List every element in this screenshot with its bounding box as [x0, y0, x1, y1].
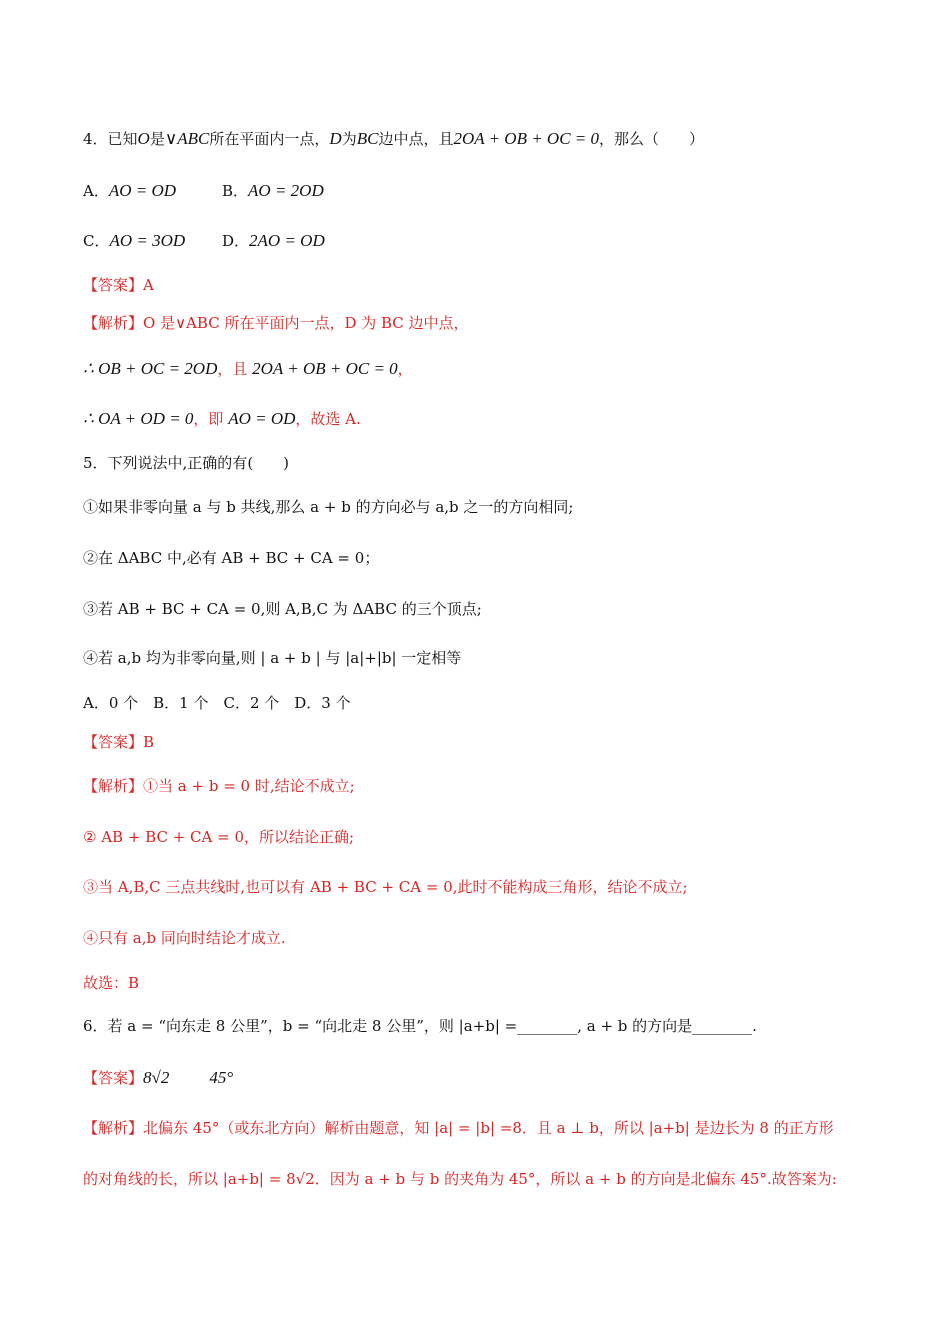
answer-value: B: [143, 733, 155, 751]
answer-tag: 【答案】: [83, 276, 144, 294]
q4-triangle: ∨ABC: [164, 129, 210, 148]
answer-tag: 【答案】: [83, 1069, 144, 1087]
q5-statement-3: ③若 AB + BC + CA = 0,则 A,B,C 为 ΔABC 的三个顶点;: [83, 600, 482, 618]
q4-stem: [83, 128, 890, 150]
q4-stem-text: ，那么（ ）: [599, 130, 705, 148]
q4-side-bc: BC: [356, 129, 379, 148]
q5-statement-1: ①如果非零向量 a 与 b 共线,那么 a + b 的方向必与 a,b 之一的方向相同;: [83, 498, 574, 516]
q4-analysis-3: [83, 408, 890, 430]
q6-stem: 6．若 a = “向东走 8 公里”，b = “向北走 8 公里”，则 |a+b| =________, a + b 的方向是________.: [83, 1017, 757, 1035]
option-text: AO = 2OD: [248, 181, 324, 200]
analysis-formula: AO = OD: [228, 409, 296, 428]
q5-analysis-3: ③当 A,B,C 三点共线时,也可以有 AB + BC + CA = 0,此时不能构成三角形，结论不成立;: [83, 878, 688, 896]
option-label: C．: [83, 232, 110, 250]
q4-stem-text: 为: [341, 130, 357, 148]
q4-option-c: [83, 230, 185, 252]
q5-analysis-1: [83, 775, 890, 797]
option-text: 2AO = OD: [249, 231, 325, 250]
q4-option-d: [222, 230, 325, 252]
analysis-tag: 【解析】: [83, 1119, 144, 1137]
q4-option-a: [83, 180, 176, 202]
q4-stem-text: 所在平面内一点，: [209, 130, 330, 148]
analysis-formula: 2OA + OB + OC = 0: [252, 359, 398, 378]
answer-value: 8√2: [143, 1068, 170, 1087]
analysis-tag: 【解析】: [83, 777, 144, 795]
analysis-text: ，故选 A.: [295, 410, 361, 428]
q4-analysis-2: [83, 358, 890, 380]
q4-stem-text: 是: [149, 130, 165, 148]
q6-analysis-1: [83, 1117, 890, 1139]
analysis-text: ，: [397, 360, 413, 378]
analysis-formula: ∴ OA + OD = 0: [83, 409, 194, 428]
answer-value: A: [143, 276, 154, 294]
q5-options: A．0 个 B．1 个 C．2 个 D．3 个: [83, 694, 351, 712]
option-text: AO = OD: [108, 181, 177, 200]
q4-answer: [83, 274, 890, 296]
q4-point-o: O: [137, 129, 150, 148]
analysis-text: ①当 a + b = 0 时,结论不成立;: [143, 777, 355, 795]
q4-analysis-1: [83, 312, 890, 334]
q5-analysis-4: ④只有 a,b 同向时结论才成立.: [83, 929, 286, 947]
analysis-formula: ∴ OB + OC = 2OD: [83, 359, 218, 378]
option-text: AO = 3OD: [109, 231, 186, 250]
analysis-text: ，即: [193, 410, 229, 428]
analysis-text: 北偏东 45°（或东北方向）解析由题意，知 |a| = |b| =8．且 a ⊥ b，所以 |a+b| 是边长为 8 的正方形: [143, 1119, 834, 1137]
option-label: D．: [222, 232, 250, 250]
answer-value: 45°: [209, 1068, 234, 1087]
q5-analysis-2: ② AB + BC + CA = 0，所以结论正确;: [83, 828, 355, 846]
q5-conclusion: 故选：B: [83, 974, 140, 992]
q6-answer: [83, 1067, 890, 1089]
option-label: B．: [222, 182, 249, 200]
answer-tag: 【答案】: [83, 733, 144, 751]
q5-answer: [83, 731, 890, 753]
q4-point-d: D: [329, 129, 342, 148]
q6-analysis-2: 的对角线的长，所以 |a+b| = 8√2．因为 a + b 与 b 的夹角为 45°，所以 a + b 的方向是北偏东 45°.故答案为:: [83, 1170, 837, 1188]
q4-condition: 2OA + OB + OC = 0: [453, 129, 600, 148]
option-label: A．: [83, 182, 109, 200]
analysis-text: ，且: [217, 360, 253, 378]
q4-stem-text: 边中点，且: [378, 130, 454, 148]
q5-stem: 5．下列说法中,正确的有( ): [83, 454, 290, 472]
q4-option-b: [222, 180, 324, 202]
q5-statement-4: ④若 a,b 均为非零向量,则 | a + b | 与 |a|+|b| 一定相等: [83, 649, 462, 667]
analysis-tag: 【解析】: [83, 314, 144, 332]
q4-stem-text: 4．已知: [83, 130, 138, 148]
q5-statement-2: ②在 ΔABC 中,必有 AB + BC + CA = 0；: [83, 549, 380, 567]
analysis-text: O 是∨ABC 所在平面内一点，D 为 BC 边中点，: [143, 314, 469, 332]
